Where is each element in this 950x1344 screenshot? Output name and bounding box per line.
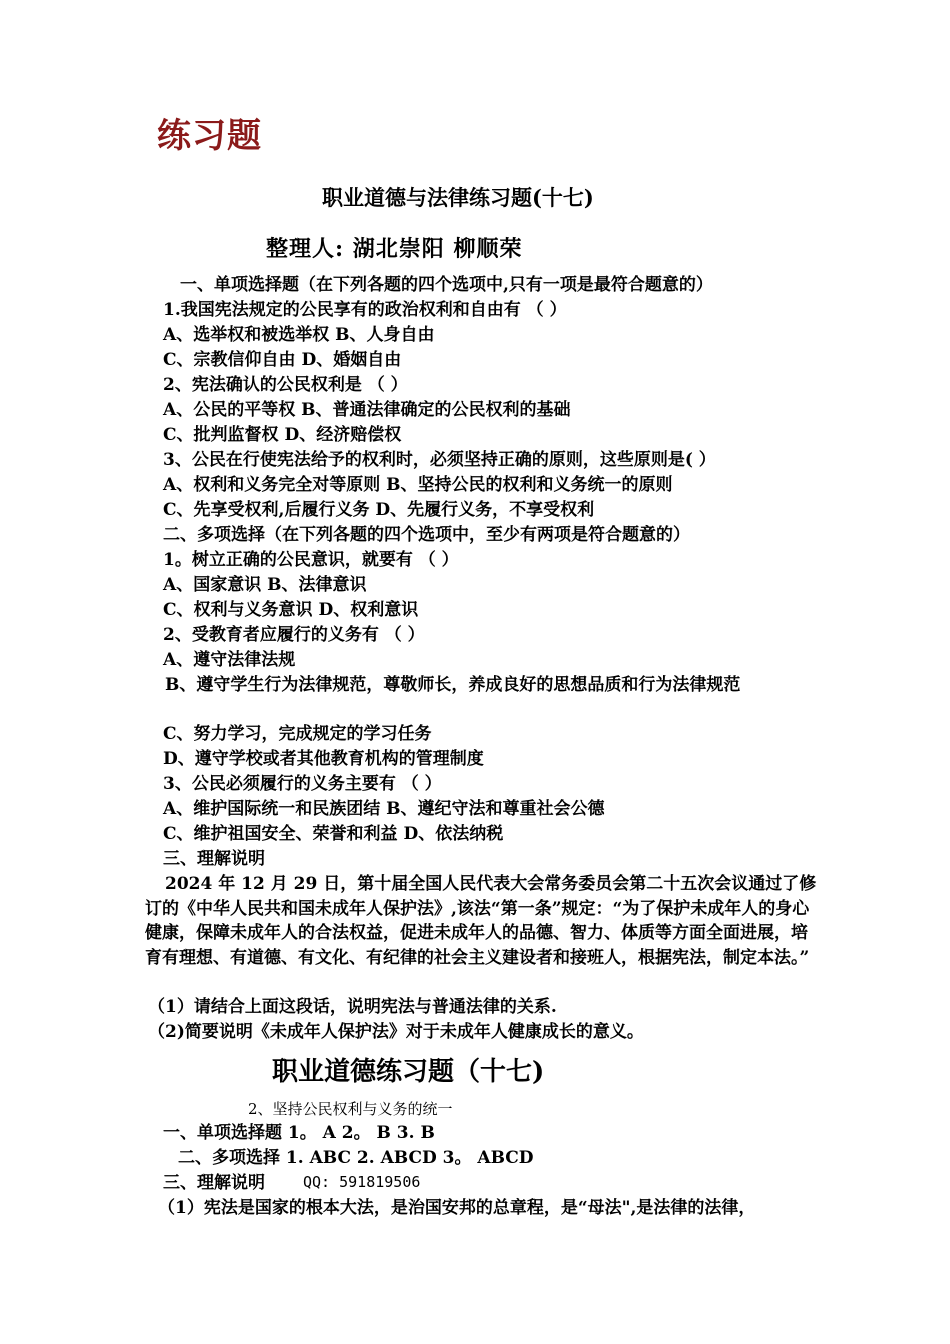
part2-q1-options-ab: A、国家意识 B、法律意识	[163, 575, 367, 595]
answers-single-choice: 一、单项选择题 1。 A 2。 B 3. B	[163, 1123, 435, 1143]
part2-q1-options-cd: C、权利与义务意识 D、权利意识	[163, 600, 419, 620]
part3-subquestion-1: （1）请结合上面这段话，说明宪法与普通法律的关系.	[148, 997, 557, 1017]
part2-q2-option-c: C、努力学习，完成规定的学习任务	[163, 724, 432, 744]
part1-q2-options-ab: A、公民的平等权 B、普通法律确定的公民权利的基础	[163, 400, 571, 420]
part3-subquestion-2: （2)简要说明《未成年人保护法》对于未成年人健康成长的意义。	[148, 1022, 644, 1042]
part2-q1-stem: 1。树立正确的公民意识，就要有 （ ）	[163, 550, 459, 570]
answers-multiple-choice: 二、多项选择 1. ABC 2. ABCD 3。 ABCD	[178, 1148, 534, 1168]
part3-passage: 2024 年 12 月 29 日，第十届全国人民代表大会常务委员会第二十五次会议通过了修订的《中华人民共和国未成年人保护法》,该法“第一条”规定：“为了保护未成年人的身心健康，保障未成年人的合法权益，促进未成年人的品德、智力、体质等方面全面进展，培育有理想、有道德、有文化、有纪律的社会主义建设者和接班人，根据宪法，制定本法。”	[145, 874, 817, 968]
part2-q3-options-ab: A、维护国际统一和民族团结 B、遵纪守法和尊重社会公德	[163, 799, 605, 819]
part1-q2-options-cd: C、批判监督权 D、经济赔偿权	[163, 425, 402, 445]
part1-q3-stem: 3、公民在行使宪法给予的权利时，必须坚持正确的原则，这些原则是( ）	[163, 450, 716, 470]
part3-heading: 三、理解说明	[163, 849, 265, 869]
part2-q2-option-d: D、遵守学校或者其他教育机构的管理制度	[163, 749, 484, 769]
answers-qq: QQ: 591819506	[303, 1173, 421, 1191]
part1-q1-stem: 1.我国宪法规定的公民享有的政治权利和自由有 （ ）	[163, 300, 567, 320]
part2-q2-option-b: B、遵守学生行为法律规范，尊敬师长，养成良好的思想品质和行为法律规范	[165, 675, 741, 695]
document-title: 练习题	[157, 116, 262, 156]
part1-q1-options-cd: C、宗教信仰自由 D、婚姻自由	[163, 350, 402, 370]
answers-explain-label: 三、理解说明	[163, 1173, 265, 1193]
part2-heading: 二、多项选择（在下列各题的四个选项中，至少有两项是符合题意的）	[163, 525, 690, 545]
answers-note: 2、坚持公民权利与义务的统一	[248, 1100, 453, 1118]
part1-heading: 一、单项选择题（在下列各题的四个选项中,只有一项是最符合题意的）	[180, 275, 713, 295]
part2-q3-options-cd: C、维护祖国安全、荣誉和利益 D、依法纳税	[163, 824, 504, 844]
part1-q3-options-ab: A、权利和义务完全对等原则 B、坚持公民的权利和义务统一的原则	[163, 475, 673, 495]
document-subtitle: 职业道德与法律练习题(十七)	[322, 185, 594, 210]
part1-q3-options-cd: C、先享受权利,后履行义务 D、先履行义务，不享受权利	[163, 500, 595, 520]
part2-q2-option-a: A、遵守法律法规	[163, 650, 296, 670]
answers-explain-1: （1）宪法是国家的根本大法，是治国安邦的总章程，是“母法",是法律的法律，	[158, 1198, 756, 1218]
compiler-line: 整理人: 湖北崇阳 柳顺荣	[266, 236, 523, 262]
part2-q3-stem: 3、公民必须履行的义务主要有 （ ）	[163, 774, 442, 794]
answers-title: 职业道德练习题（十七)	[272, 1057, 545, 1087]
part2-q2-stem: 2、受教育者应履行的义务有 （ ）	[163, 625, 425, 645]
part1-q1-options-ab: A、选举权和被选举权 B、人身自由	[163, 325, 435, 345]
part1-q2-stem: 2、宪法确认的公民权利是 （ ）	[163, 375, 408, 395]
